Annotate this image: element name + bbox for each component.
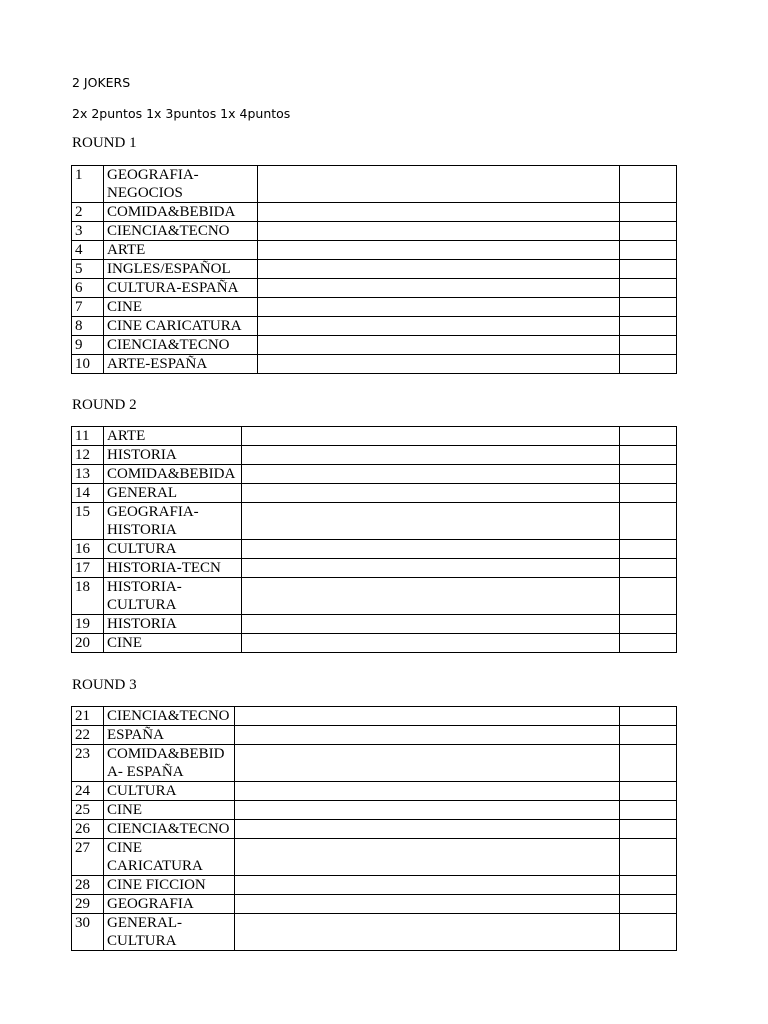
category-cell: HISTORIA- CULTURA xyxy=(104,578,242,615)
table-row xyxy=(72,355,677,374)
question-number: 2 xyxy=(72,203,104,222)
question-number: 5 xyxy=(72,260,104,279)
table-row xyxy=(72,540,677,559)
category-cell: CINE CARICATURA xyxy=(104,317,258,336)
points-cell[interactable] xyxy=(620,801,677,820)
points-cell[interactable] xyxy=(620,465,677,484)
answer-cell[interactable] xyxy=(235,782,620,801)
points-cell[interactable] xyxy=(620,707,677,726)
question-number: 18 xyxy=(72,578,104,615)
question-number: 17 xyxy=(72,559,104,578)
table-row xyxy=(72,317,677,336)
round-2-title: ROUND 2 xyxy=(72,397,137,413)
answer-cell[interactable] xyxy=(258,317,620,336)
question-number: 11 xyxy=(72,427,104,446)
points-cell[interactable] xyxy=(620,336,677,355)
points-cell[interactable] xyxy=(620,427,677,446)
question-number: 13 xyxy=(72,465,104,484)
question-number: 28 xyxy=(72,876,104,895)
table-row xyxy=(72,615,677,634)
category-cell: GEOGRAFIA xyxy=(104,895,235,914)
question-number: 4 xyxy=(72,241,104,260)
points-cell[interactable] xyxy=(620,317,677,336)
category-cell: GENERAL- CULTURA xyxy=(104,914,235,951)
table-row xyxy=(72,839,677,876)
answer-cell[interactable] xyxy=(242,427,620,446)
question-number: 8 xyxy=(72,317,104,336)
round-1-table xyxy=(71,165,677,374)
points-cell[interactable] xyxy=(620,578,677,615)
points-cell[interactable] xyxy=(620,745,677,782)
category-cell: GEOGRAFIA- NEGOCIOS xyxy=(104,166,258,203)
category-cell: CINE CARICATURA xyxy=(104,839,235,876)
question-number: 7 xyxy=(72,298,104,317)
points-cell[interactable] xyxy=(620,222,677,241)
points-cell[interactable] xyxy=(620,260,677,279)
answer-cell[interactable] xyxy=(258,222,620,241)
table-row xyxy=(72,707,677,726)
points-cell[interactable] xyxy=(620,298,677,317)
points-cell[interactable] xyxy=(620,559,677,578)
points-cell[interactable] xyxy=(620,540,677,559)
points-cell[interactable] xyxy=(620,820,677,839)
answer-cell[interactable] xyxy=(258,355,620,374)
table-row xyxy=(72,914,677,951)
answer-cell[interactable] xyxy=(242,484,620,503)
table-row xyxy=(72,578,677,615)
table-row xyxy=(72,203,677,222)
points-cell[interactable] xyxy=(620,355,677,374)
category-cell: ARTE xyxy=(104,427,242,446)
question-number: 12 xyxy=(72,446,104,465)
table-row xyxy=(72,279,677,298)
category-cell: CULTURA xyxy=(104,782,235,801)
answer-cell[interactable] xyxy=(235,895,620,914)
table-row xyxy=(72,465,677,484)
category-cell: ESPAÑA xyxy=(104,726,235,745)
category-cell: COMIDA&BEBID A- ESPAÑA xyxy=(104,745,235,782)
points-cell[interactable] xyxy=(620,839,677,876)
category-cell: CULTURA-ESPAÑA xyxy=(104,279,258,298)
points-cell[interactable] xyxy=(620,446,677,465)
points-cell[interactable] xyxy=(620,615,677,634)
category-cell: ARTE xyxy=(104,241,258,260)
answer-cell[interactable] xyxy=(242,634,620,653)
table-row xyxy=(72,427,677,446)
answer-cell[interactable] xyxy=(235,914,620,951)
category-cell: CIENCIA&TECNO xyxy=(104,707,235,726)
points-cell[interactable] xyxy=(620,484,677,503)
question-number: 10 xyxy=(72,355,104,374)
answer-cell[interactable] xyxy=(258,298,620,317)
category-cell: ARTE-ESPAÑA xyxy=(104,355,258,374)
question-number: 16 xyxy=(72,540,104,559)
question-number: 24 xyxy=(72,782,104,801)
answer-cell[interactable] xyxy=(258,166,620,203)
answer-cell[interactable] xyxy=(258,260,620,279)
answer-cell[interactable] xyxy=(235,876,620,895)
answer-cell[interactable] xyxy=(258,279,620,298)
answer-cell[interactable] xyxy=(242,615,620,634)
points-cell[interactable] xyxy=(620,914,677,951)
table-row xyxy=(72,745,677,782)
question-number: 29 xyxy=(72,895,104,914)
question-number: 9 xyxy=(72,336,104,355)
points-cell[interactable] xyxy=(620,503,677,540)
answer-cell[interactable] xyxy=(242,465,620,484)
category-cell: GEOGRAFIA- HISTORIA xyxy=(104,503,242,540)
table-row xyxy=(72,876,677,895)
table-row xyxy=(72,801,677,820)
question-number: 21 xyxy=(72,707,104,726)
answer-cell[interactable] xyxy=(258,203,620,222)
question-number: 26 xyxy=(72,820,104,839)
points-cell[interactable] xyxy=(620,634,677,653)
category-cell: CINE xyxy=(104,634,242,653)
points-cell[interactable] xyxy=(620,166,677,203)
points-cell[interactable] xyxy=(620,782,677,801)
table-row xyxy=(72,726,677,745)
table-row xyxy=(72,820,677,839)
category-cell: CINE xyxy=(104,801,235,820)
category-cell: CIENCIA&TECNO xyxy=(104,820,235,839)
round-1-title: ROUND 1 xyxy=(72,135,137,151)
question-number: 20 xyxy=(72,634,104,653)
question-number: 23 xyxy=(72,745,104,782)
question-number: 1 xyxy=(72,166,104,203)
answer-cell[interactable] xyxy=(258,241,620,260)
round-3-title: ROUND 3 xyxy=(72,677,137,693)
table-row xyxy=(72,241,677,260)
category-cell: COMIDA&BEBIDA xyxy=(104,465,242,484)
question-number: 15 xyxy=(72,503,104,540)
jokers-line: 2 JOKERS xyxy=(72,75,131,90)
category-cell: HISTORIA xyxy=(104,615,242,634)
points-cell[interactable] xyxy=(620,726,677,745)
points-line: 2x 2puntos 1x 3puntos 1x 4puntos xyxy=(72,106,291,121)
answer-cell[interactable] xyxy=(242,446,620,465)
category-cell: INGLES/ESPAÑOL xyxy=(104,260,258,279)
table-row xyxy=(72,446,677,465)
category-cell: CULTURA xyxy=(104,540,242,559)
question-number: 25 xyxy=(72,801,104,820)
answer-cell[interactable] xyxy=(258,336,620,355)
question-number: 19 xyxy=(72,615,104,634)
table-row xyxy=(72,484,677,503)
answer-cell[interactable] xyxy=(235,820,620,839)
round-3-table xyxy=(71,706,677,951)
answer-cell[interactable] xyxy=(235,745,620,782)
table-row xyxy=(72,222,677,241)
category-cell: COMIDA&BEBIDA xyxy=(104,203,258,222)
answer-cell[interactable] xyxy=(235,801,620,820)
question-number: 30 xyxy=(72,914,104,951)
answer-cell[interactable] xyxy=(235,839,620,876)
answer-cell[interactable] xyxy=(242,540,620,559)
category-cell: CINE xyxy=(104,298,258,317)
answer-cell[interactable] xyxy=(242,559,620,578)
category-cell: HISTORIA-TECN xyxy=(104,559,242,578)
question-number: 3 xyxy=(72,222,104,241)
category-cell: CIENCIA&TECNO xyxy=(104,336,258,355)
category-cell: CIENCIA&TECNO xyxy=(104,222,258,241)
points-cell[interactable] xyxy=(620,279,677,298)
answer-cell[interactable] xyxy=(242,578,620,615)
category-cell: CINE FICCION xyxy=(104,876,235,895)
points-cell[interactable] xyxy=(620,203,677,222)
table-row xyxy=(72,166,677,203)
table-row xyxy=(72,559,677,578)
answer-cell[interactable] xyxy=(235,726,620,745)
table-row xyxy=(72,503,677,540)
question-number: 22 xyxy=(72,726,104,745)
question-number: 14 xyxy=(72,484,104,503)
table-row xyxy=(72,634,677,653)
answer-cell[interactable] xyxy=(242,503,620,540)
question-number: 6 xyxy=(72,279,104,298)
table-row xyxy=(72,260,677,279)
answer-cell[interactable] xyxy=(235,707,620,726)
points-cell[interactable] xyxy=(620,876,677,895)
category-cell: GENERAL xyxy=(104,484,242,503)
table-row xyxy=(72,336,677,355)
round-2-table xyxy=(71,426,677,653)
question-number: 27 xyxy=(72,839,104,876)
table-row xyxy=(72,895,677,914)
table-row xyxy=(72,298,677,317)
points-cell[interactable] xyxy=(620,895,677,914)
category-cell: HISTORIA xyxy=(104,446,242,465)
table-row xyxy=(72,782,677,801)
points-cell[interactable] xyxy=(620,241,677,260)
